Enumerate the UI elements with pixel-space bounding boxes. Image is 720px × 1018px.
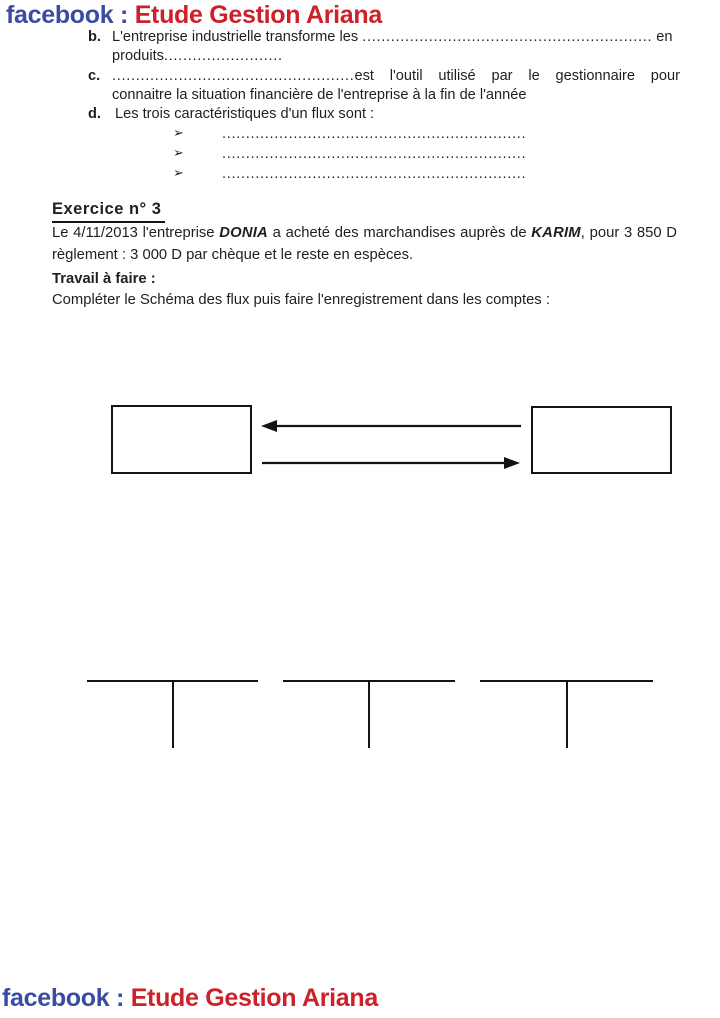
arrow-left-icon xyxy=(261,420,521,432)
page-footer xyxy=(2,984,378,1013)
blank-dotted-line: ................................................... xyxy=(112,67,355,84)
header-separator: : xyxy=(113,1,135,29)
footer-separator: : xyxy=(109,984,131,1012)
header-brand-text: facebook xyxy=(6,1,114,29)
blank-dotted-line: ................................................................ xyxy=(222,126,527,143)
question-item-c xyxy=(88,67,680,106)
flux-diagram xyxy=(0,400,720,485)
arrow-bullet-icon: ➢ xyxy=(173,126,184,142)
blank-dotted-line: ......................... xyxy=(163,48,283,65)
question-label-d: d. xyxy=(88,106,101,123)
arrow-bullet-icon: ➢ xyxy=(173,166,184,182)
blank-dotted-line: ................................................................ xyxy=(222,146,527,163)
question-list xyxy=(88,28,680,184)
t-account xyxy=(283,680,455,748)
footer-title: Etude Gestion Ariana xyxy=(130,984,378,1012)
list-item xyxy=(173,124,680,144)
task-heading: Travail à faire : xyxy=(52,271,156,287)
exercise-title: Exercice n° 3 xyxy=(52,200,165,223)
t-account xyxy=(480,680,653,748)
question-label-c: c. xyxy=(88,67,101,84)
question-d-text: Les trois caractéristiques d'un flux sont : xyxy=(115,106,375,123)
arrow-bullet-icon: ➢ xyxy=(173,146,184,162)
t-accounts xyxy=(0,680,720,752)
blank-dotted-line: ................................................................ xyxy=(222,166,527,183)
list-item xyxy=(173,164,680,184)
t-account xyxy=(87,680,258,748)
question-item-b xyxy=(88,28,680,67)
company-name: DONIA xyxy=(219,225,268,241)
question-label-b: b. xyxy=(88,29,101,45)
statement-line2: règlement : 3 000 D par chèque et le reste en espèces. xyxy=(52,246,414,263)
question-item-d xyxy=(88,105,680,124)
footer-brand-text: facebook xyxy=(2,984,110,1012)
question-b-line1: L'entreprise industrielle transforme les ............................................................. en xyxy=(112,29,673,45)
header-title: Etude Gestion Ariana xyxy=(134,1,382,29)
flux-arrows xyxy=(0,400,720,485)
company-name: KARIM xyxy=(531,225,581,241)
question-c-line1: ...................................................est l'outil utilisé par le gestionnaire pour xyxy=(112,67,680,84)
statement-line1: Le 4/11/2013 l'entreprise DONIA a acheté des marchandises auprès de KARIM, pour 3 850 D xyxy=(52,225,677,241)
page-header xyxy=(6,1,382,30)
list-item xyxy=(173,144,680,164)
question-b-line2: produits......................... xyxy=(112,48,283,65)
task-instruction: Compléter le Schéma des flux puis faire l'enregistrement dans les comptes : xyxy=(52,292,550,308)
exercise-statement xyxy=(52,223,677,266)
question-c-line2: connaitre la situation financière de l'entreprise à la fin de l'année xyxy=(112,86,527,103)
blank-dotted-line: ............................................................. xyxy=(362,29,653,45)
arrow-right-icon xyxy=(262,457,520,469)
